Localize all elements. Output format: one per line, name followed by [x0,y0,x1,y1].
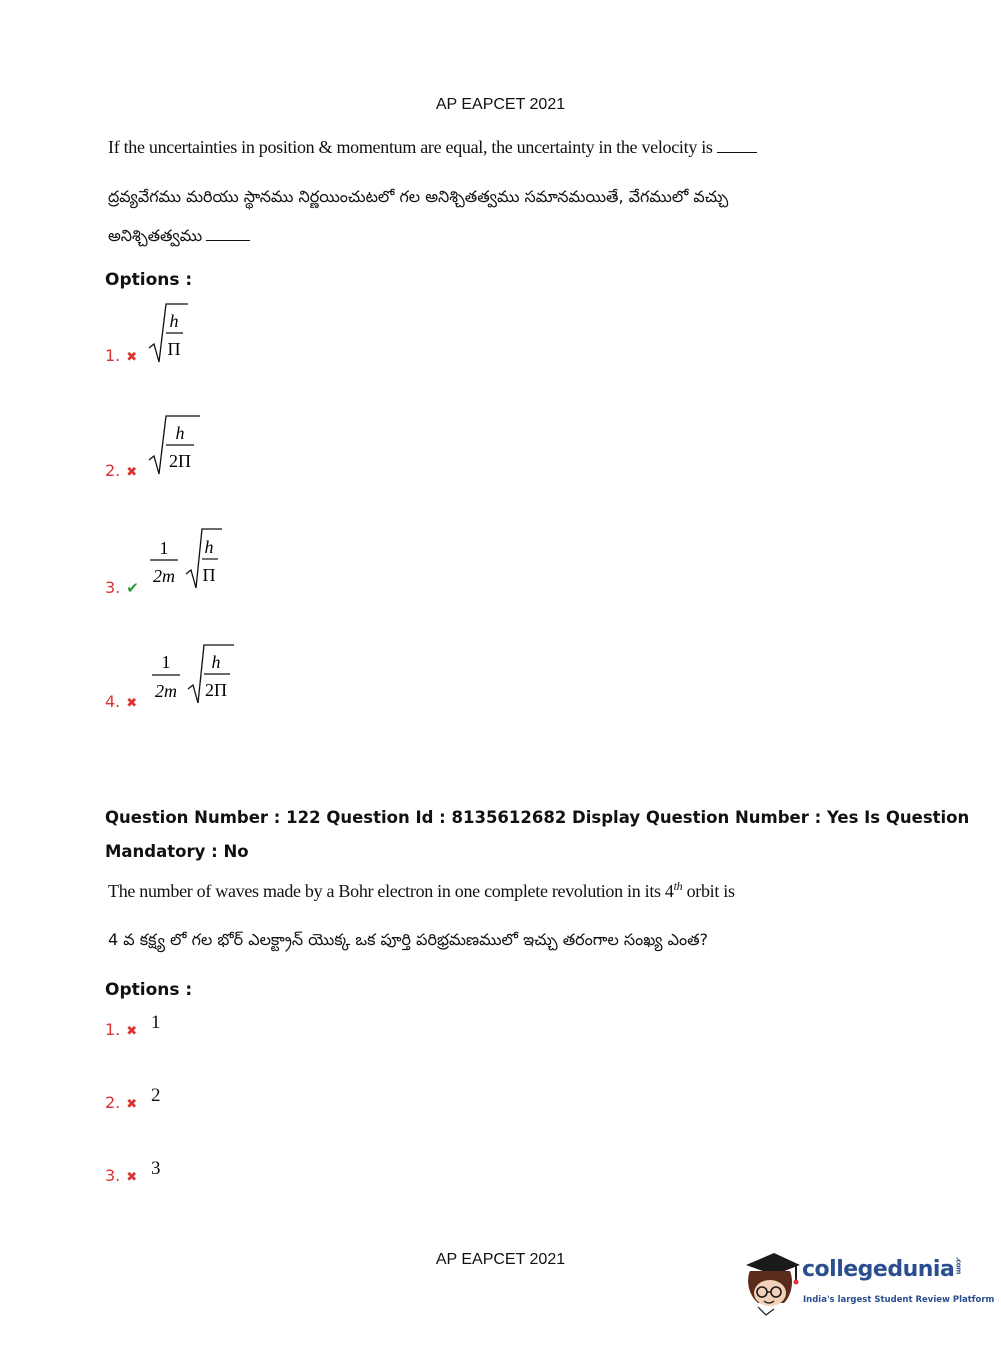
page-header: AP EAPCET 2021 [435,96,566,113]
option-4-coef-numerator: 1 [161,652,171,672]
option-3-coef-numerator: 1 [159,538,169,558]
option-4-expression [148,641,242,707]
cross-icon: ✖ [126,1170,138,1185]
question-1-text-telugu-line1: ద్రవ్యవేగము మరియు స్థానము నిర్ణయించుటలో గల అనిశ్చితత్వము సమానమయితే, వేగములో వచ్చు [108,187,729,206]
cross-icon: ✖ [126,1024,138,1039]
option-1 [105,346,137,365]
option-3 [105,578,139,597]
question-2-meta-line2: Mandatory : No [105,842,249,861]
option-4-coef-denominator: 2m [155,681,177,701]
option-number: 3. [105,578,121,597]
question-1-text: If the uncertainties in position & momentum are equal, the uncertainty in the velocity is [108,137,713,157]
option-1-denominator: Π [167,339,181,359]
logo-name: collegedunia [802,1257,955,1282]
option-1-expression [146,300,196,366]
graduate-mascot-icon [740,1247,802,1317]
option-number: 3. [105,1166,121,1185]
options-label: Options : [105,270,193,290]
collegedunia-logo [740,1247,995,1317]
option-number: 1. [105,1020,121,1039]
q2-option-3 [105,1166,137,1185]
question-2-superscript: th [673,879,683,893]
question-1-telugu-tail: అనిశ్చితత్వము [108,226,203,245]
q2-option-1-value: 1 [151,1012,161,1033]
option-3-numerator: h [204,537,214,557]
option-number: 2. [105,461,121,480]
page-footer: AP EAPCET 2021 [435,1251,566,1268]
answer-blank [206,240,250,241]
option-1-numerator: h [169,311,179,331]
option-4-denominator: 2Π [205,680,227,700]
logo-tagline: India's largest Student Review Platform [803,1295,995,1305]
option-number: 1. [105,346,121,365]
option-4 [105,692,137,711]
option-3-expression [146,526,230,592]
options-label: Options : [105,980,193,1000]
logo-wordmark [802,1257,962,1282]
option-2-denominator: 2Π [169,451,191,471]
option-4-numerator: h [211,652,221,672]
option-2 [105,461,137,480]
logo-suffix: .com [954,1257,963,1274]
option-number: 4. [105,692,121,711]
question-1-text-english [108,137,757,158]
option-3-denominator: Π [202,565,216,585]
question-1-text-telugu-line2 [108,226,250,249]
cross-icon: ✖ [126,350,138,365]
option-number: 2. [105,1093,121,1112]
q2-option-1 [105,1020,137,1039]
option-2-expression [146,412,206,478]
question-2-text-telugu: 4 వ కక్ష్య లో గల భోర్ ఎలక్ట్రాన్ యొక్క ఒక పూర్తి పరిభ్రమణములో ఇచ్చు తరంగాల సంఖ్య ఎంత? [108,930,709,949]
q2-option-2-value: 2 [151,1085,161,1106]
question-2-text-after: orbit is [682,881,735,901]
answer-blank [717,152,757,153]
check-icon: ✔ [126,579,139,597]
option-2-numerator: h [175,423,185,443]
cross-icon: ✖ [126,465,138,480]
question-2-text-english [108,879,735,902]
question-2-meta-line1: Question Number : 122 Question Id : 8135612682 Display Question Number : Yes Is Question [105,808,970,827]
cross-icon: ✖ [126,1097,138,1112]
option-3-coef-denominator: 2m [153,566,175,586]
cross-icon: ✖ [126,696,138,711]
question-2-text-before: The number of waves made by a Bohr electron in one complete revolution in its 4 [108,881,674,901]
q2-option-3-value: 3 [151,1158,161,1179]
q2-option-2 [105,1093,137,1112]
